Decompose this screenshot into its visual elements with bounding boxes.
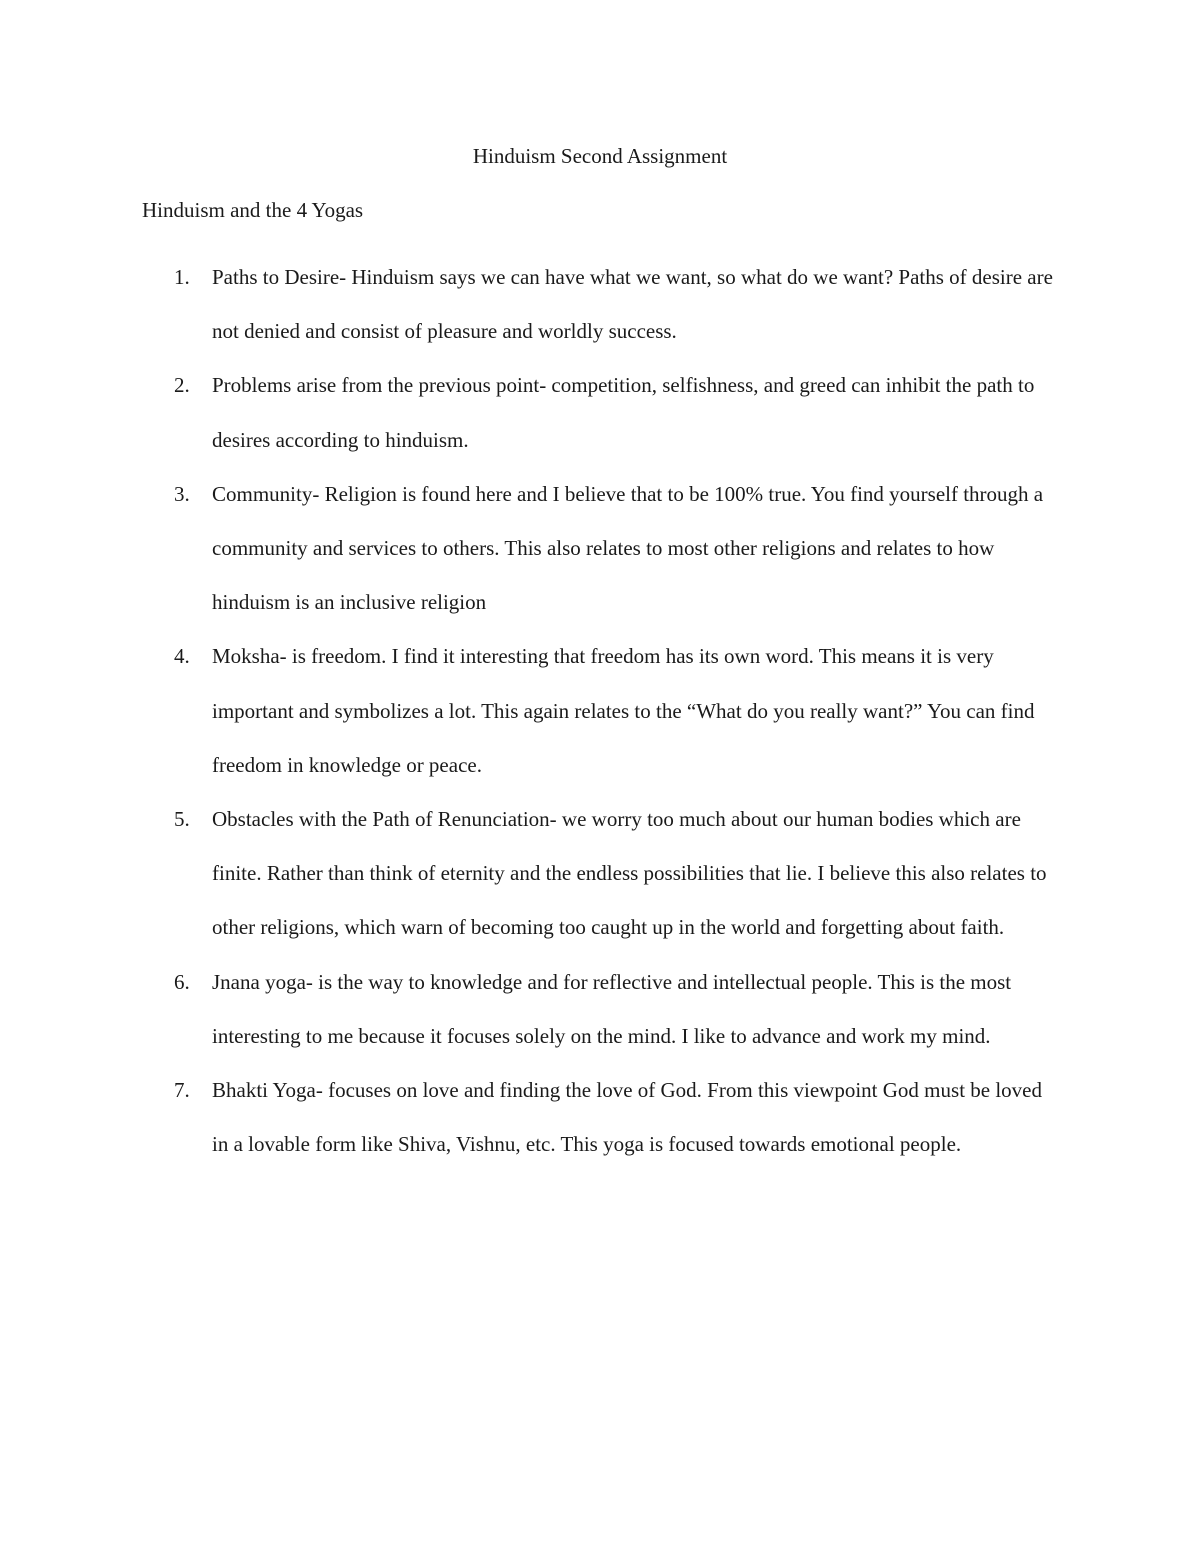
list-item — [142, 629, 1062, 792]
list-item — [142, 1063, 1062, 1171]
list-item-text: Bhakti Yoga- focuses on love and finding the love of God. From this viewpoint God must be loved in a lovable form like Shiva, Vishnu, etc. This yoga is focused towards emotional people. — [212, 1078, 1043, 1157]
list-item-number: 6. — [174, 969, 190, 994]
list-item — [142, 792, 1062, 955]
page-title: Hinduism Second Assignment — [472, 144, 728, 168]
list-item — [142, 467, 1062, 630]
numbered-list — [142, 250, 1062, 1171]
list-item-number: 1. — [174, 265, 190, 289]
list-item-number: 2. — [174, 373, 190, 398]
section-heading: Hinduism and the 4 Yogas — [142, 198, 364, 222]
list-item-number: 4. — [174, 644, 190, 669]
list-item-text: Jnana yoga- is the way to knowledge and for reflective and intellectual people. This is the most interesting to me because it focuses solely on the mind. I like to advance and work my mind. — [212, 969, 1012, 1048]
list-item-text: Community- Religion is found here and I believe that to be 100% true. You find yourself through a community and services to others. This also relates to most other religions and relates to how hinduism is an inclusive religion — [212, 481, 1044, 615]
list-item-text: Problems arise from the previous point- competition, selfishness, and greed can inhibit the path to desires according to hinduism. — [212, 373, 1035, 452]
list-item-number: 5. — [174, 807, 190, 832]
list-item — [142, 955, 1062, 1063]
list-item — [142, 358, 1062, 466]
list-item-number: 7. — [174, 1078, 190, 1103]
list-item — [142, 250, 1062, 358]
list-item-number: 3. — [174, 481, 190, 506]
list-item-text: Paths to Desire- Hinduism says we can have what we want, so what do we want? Paths of desire are not denied and consist of pleasure and worldly success. — [212, 265, 1053, 344]
list-item-text: Obstacles with the Path of Renunciation- we worry too much about our human bodies which are finite. Rather than think of eternity and the endless possibilities that lie. I believe this also relates to other religions, which warn of becoming too caught up in the world and forgetting about faith. — [212, 807, 1047, 940]
list-item-text: Moksha- is freedom. I find it interesting that freedom has its own word. This means it is very important and symbolizes a lot. This again relates to the “What do you really want?” You can find freedom in knowledge or peace. — [212, 644, 1035, 777]
